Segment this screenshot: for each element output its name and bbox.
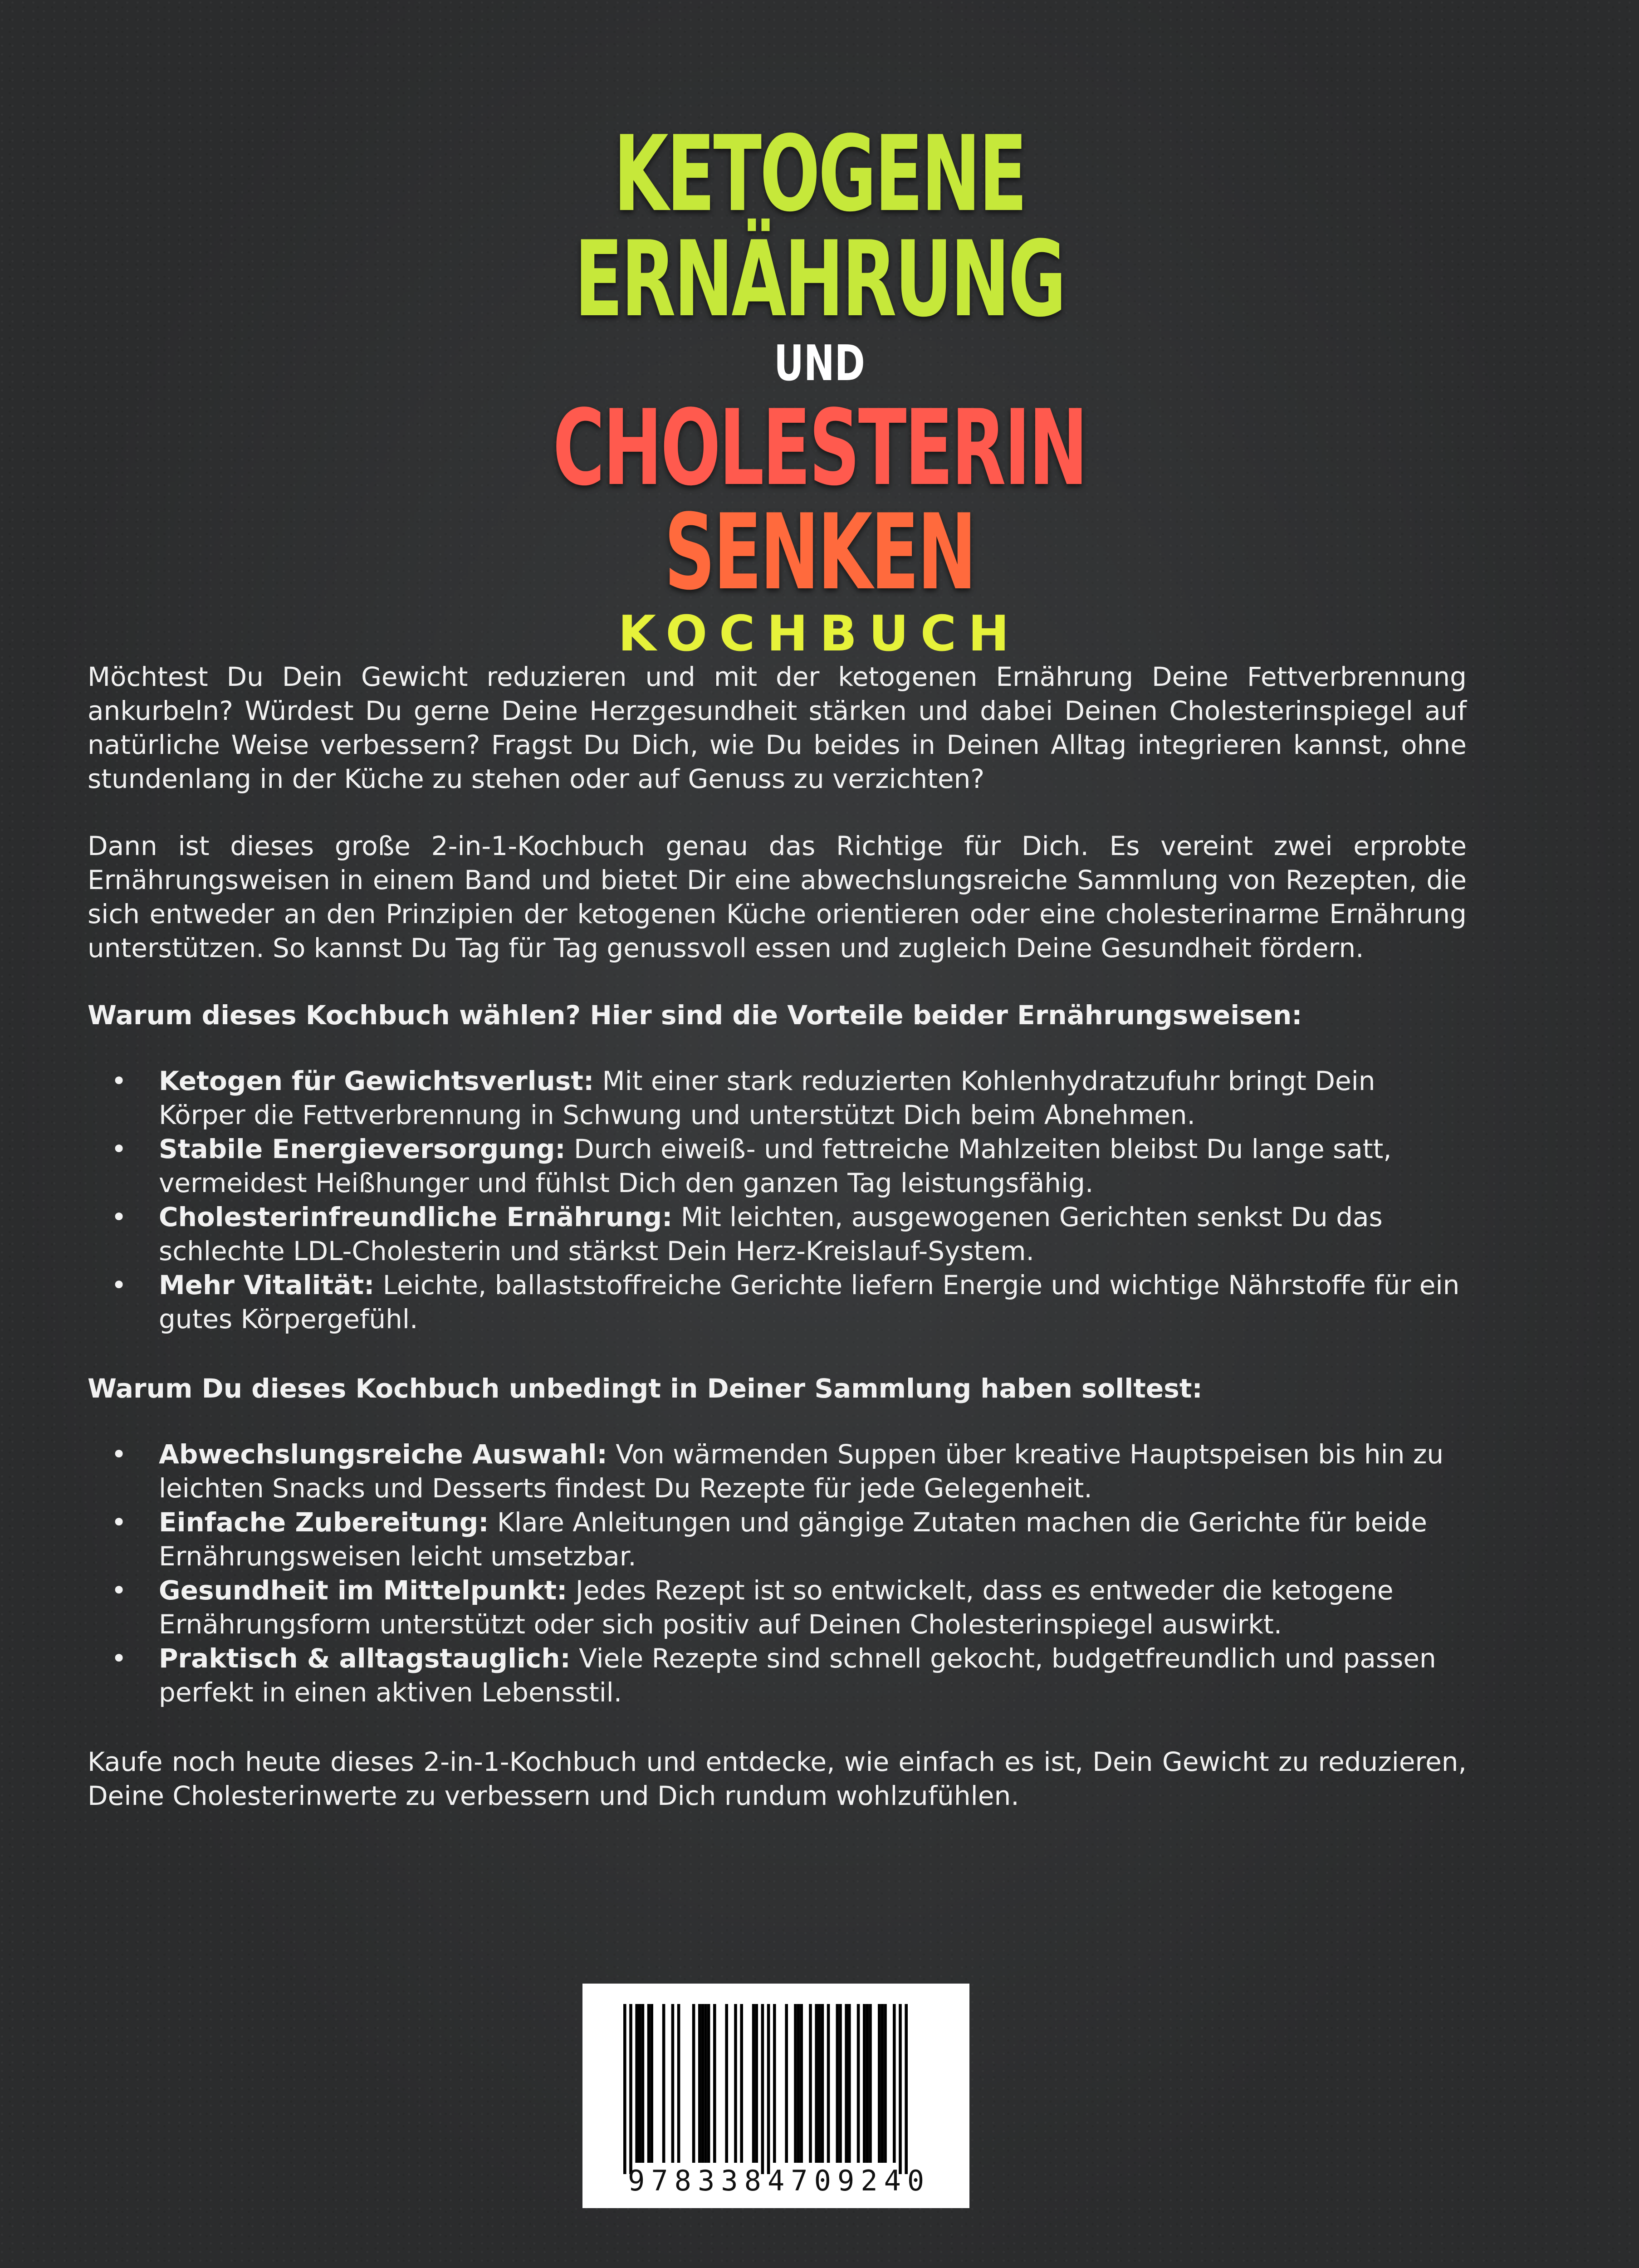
list-item: • Abwechslungsreiche Auswahl: Von wärmenden Suppen über kreative Hauptspeisen bis hin zu leichten Snacks und Desserts findest Du Rezepte für jede Gelegenheit. (88, 1437, 1467, 1505)
barcode-bar (677, 2004, 680, 2163)
section-2-heading: Warum Du dieses Kochbuch unbedingt in Deiner Sammlung haben solltest: (88, 1373, 1203, 1404)
barcode-bar (773, 2004, 776, 2163)
barcode-bar (704, 2004, 707, 2163)
bullet-icon: • (111, 1270, 127, 1300)
barcode-bar (740, 2004, 743, 2163)
section-1-heading: Warum dieses Kochbuch wählen? Hier sind die Vorteile beider Ernährungsweisen: (88, 1000, 1302, 1031)
closing-paragraph: Kaufe noch heute dieses 2-in-1-Kochbuch und entdecke, wie einfach es ist, Dein Gewicht zu reduzieren, Deine Cholesterinwerte zu verbessern und Dich rundum wohlzufühlen. (88, 1746, 1467, 1811)
barcode-bar (878, 2004, 881, 2163)
bullet-icon: • (111, 1202, 127, 1232)
barcode-bar (767, 2004, 770, 2174)
barcode-bar (755, 2004, 758, 2163)
barcode-bar (884, 2004, 887, 2163)
title-subtitle-kochbuch: KOCHBUCH (618, 606, 1021, 662)
barcode-bar (839, 2004, 842, 2163)
bullet-icon: • (111, 1439, 127, 1470)
intro-paragraph-2: Dann ist dieses große 2-in-1-Kochbuch genau das Richtige für Dich. Es vereint zwei erprobte Ernährungsweisen in einem Band und bietet Dir eine abwechslungsreiche Sammlung von Rezepten, die sich entweder an den Prinzipien der ketogenen Küche orientieren oder eine cholesterinarme Ernährung unterstützen. So kannst Du Tag für Tag genussvoll essen und zugleich Deine Gesundheit fördern. (88, 831, 1467, 963)
barcode-bar (800, 2004, 803, 2163)
barcode-bar (701, 2004, 705, 2163)
reasons-list (88, 1437, 1467, 1710)
title-connector-und: UND (774, 335, 865, 392)
title-line-ernaehrung: ERNÄHRUNG (574, 219, 1065, 340)
barcode-bar (785, 2004, 788, 2163)
barcode-bar (818, 2004, 821, 2163)
barcode-bar (905, 2004, 908, 2174)
barcode-bar (893, 2004, 896, 2163)
list-item: • Cholesterinfreundliche Ernährung: Mit leichten, ausgewogenen Gerichten senkst Du das schlechte LDL-Cholesterin und stärkst Dein Herz-Kreislauf-System. (88, 1200, 1467, 1268)
barcode-bar (857, 2004, 860, 2163)
barcode-bar (836, 2004, 839, 2163)
barcode-bar (752, 2004, 755, 2163)
barcode-bar (827, 2004, 830, 2163)
barcode-bar (815, 2004, 818, 2163)
back-cover-text (88, 660, 1467, 1846)
barcode-bar (761, 2004, 764, 2174)
list-item: • Mehr Vitalität: Leichte, ballaststoffreiche Gerichte liefern Energie und wichtige Nährstoffe für ein gutes Körpergefühl. (88, 1268, 1467, 1336)
list-item: • Ketogen für Gewichtsverlust: Mit einer stark reduzierten Kohlenhydratzufuhr bringt Dein Körper die Fettverbrennung in Schwung und unterstützt Dich beim Abnehmen. (88, 1064, 1467, 1132)
list-item: • Einfache Zubereitung: Klare Anleitungen und gängige Zutaten machen die Gerichte für beide Ernährungsweisen leicht umsetzbar. (88, 1505, 1467, 1574)
barcode-bar (869, 2004, 872, 2163)
barcode-bar (863, 2004, 866, 2163)
barcode-bar (641, 2004, 645, 2163)
barcode-bar (734, 2004, 737, 2163)
barcode-bar (845, 2004, 848, 2163)
barcode-bar (794, 2004, 797, 2163)
title-line-ketogene: KETOGENE (613, 114, 1026, 235)
barcode-bar (635, 2004, 638, 2163)
benefits-list (88, 1064, 1467, 1336)
barcode-bar (692, 2004, 695, 2163)
barcode-bar (647, 2004, 651, 2163)
barcode-bar (821, 2004, 824, 2163)
bullet-icon: • (111, 1643, 127, 1674)
intro-paragraph-1: Möchtest Du Dein Gewicht reduzieren und mit der ketogenen Ernährung Deine Fettverbrennung ankurbeln? Würdest Du gerne Deine Herzgesundheit stärken und dabei Deinen Cholesterinspiegel auf natürliche Weise verbessern? Fragst Du Dich, wie Du beides in Deinen Alltag integrieren kannst, ohne stundenlang in der Küche zu stehen oder auf Genuss zu verzichten? (88, 661, 1467, 794)
barcode-bar (809, 2004, 812, 2163)
barcode-bar (707, 2004, 710, 2163)
barcode-bar (866, 2004, 869, 2163)
title-line-senken: SENKEN (664, 492, 975, 613)
barcode-bar (848, 2004, 851, 2163)
barcode-bar (698, 2004, 701, 2163)
list-item: • Stabile Energieversorgung: Durch eiweiß- und fettreiche Mahlzeiten bleibst Du lange satt, vermeidest Heißhunger und fühlst Dich den ganzen Tag leistungsfähig. (88, 1132, 1467, 1200)
bullet-icon: • (111, 1507, 127, 1538)
barcode-bar (629, 2004, 632, 2174)
barcode-bar (713, 2004, 716, 2163)
isbn-barcode (582, 1984, 969, 2208)
bullet-icon: • (111, 1134, 127, 1164)
barcode-bar (623, 2004, 626, 2174)
title-line-cholesterin: CHOLESTERIN (553, 388, 1086, 509)
isbn-number: 9783384709240 (628, 2164, 931, 2197)
book-title (0, 114, 1639, 662)
barcode-bar (662, 2004, 665, 2163)
barcode-bar (671, 2004, 675, 2163)
barcode-bar (650, 2004, 653, 2163)
barcode-bar (881, 2004, 884, 2163)
list-item: • Gesundheit im Mittelpunkt: Jedes Rezept ist so entwickelt, dass es entweder die ketogene Ernährungsform unterstützt oder sich positiv auf Deinen Cholesterinspiegel auswirkt. (88, 1574, 1467, 1642)
barcode-bar (899, 2004, 902, 2174)
barcode-bar (725, 2004, 728, 2163)
list-item: • Praktisch & alltagstauglich: Viele Rezepte sind schnell gekocht, budgetfreundlich und passen perfekt in einen aktiven Lebensstil. (88, 1642, 1467, 1710)
barcode-bar (638, 2004, 641, 2163)
barcode-bar (797, 2004, 800, 2163)
bullet-icon: • (111, 1575, 127, 1606)
bullet-icon: • (111, 1066, 127, 1096)
